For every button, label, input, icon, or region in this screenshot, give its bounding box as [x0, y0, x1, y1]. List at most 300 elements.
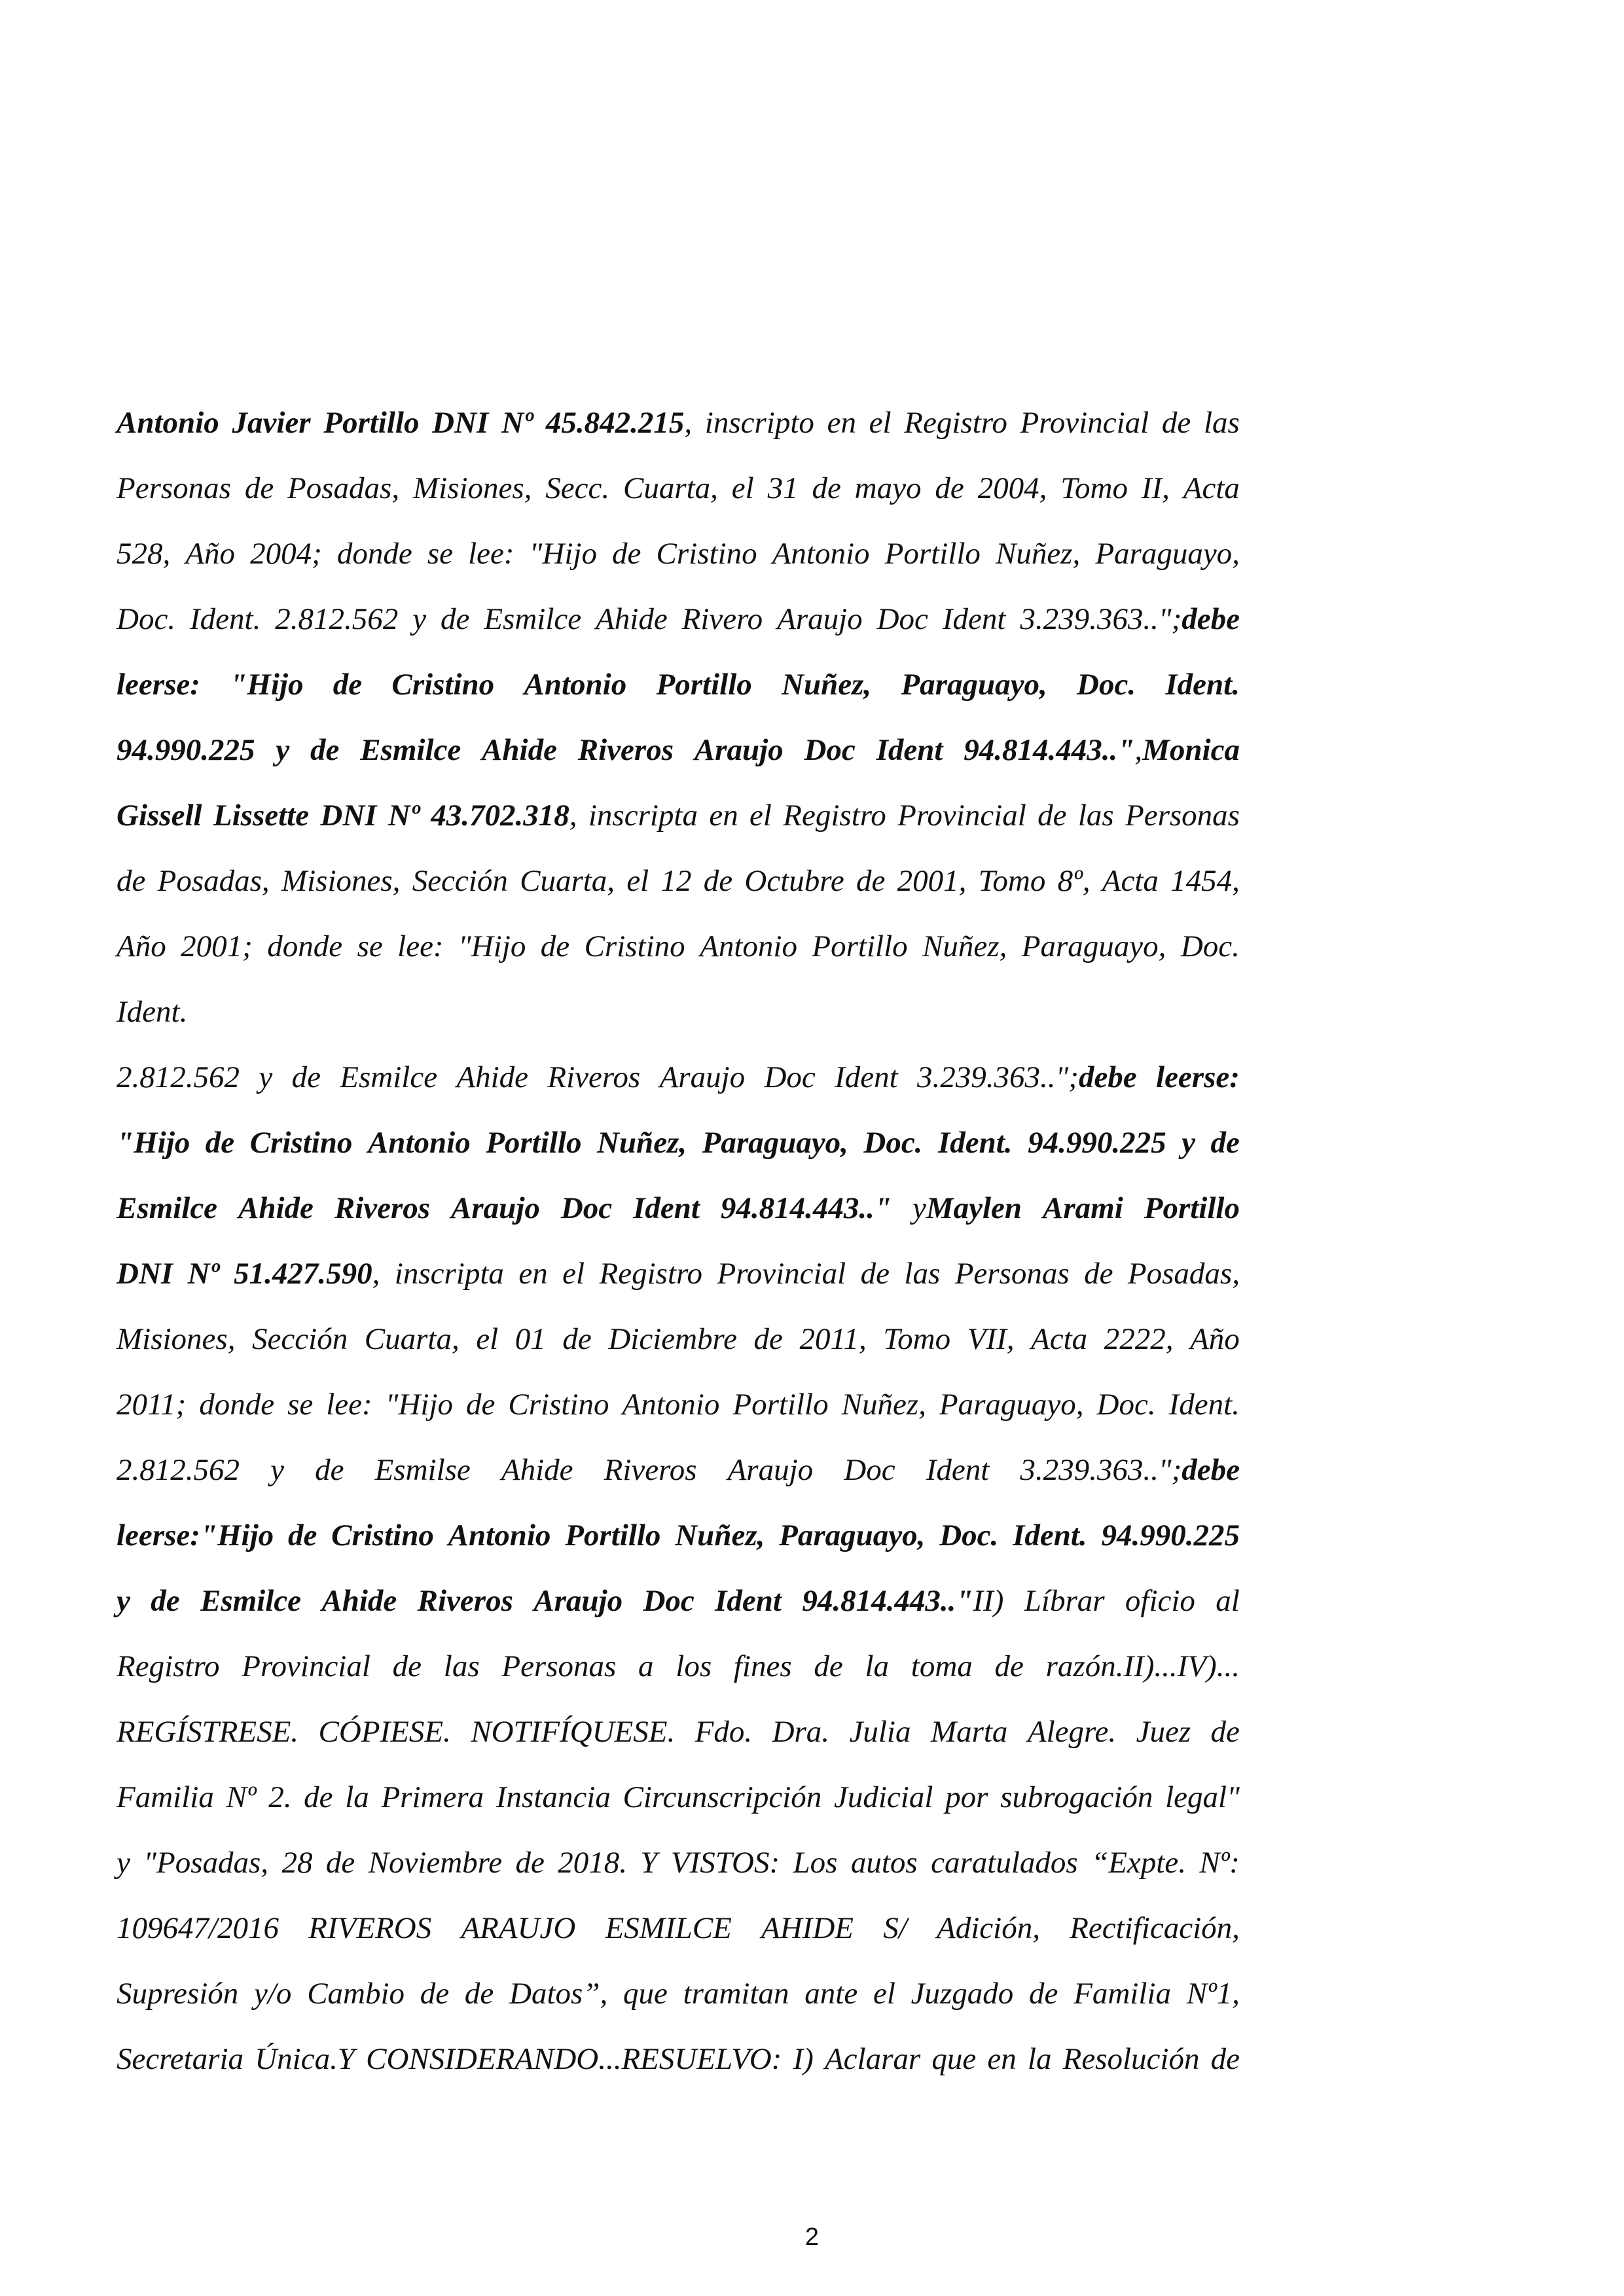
text: ESMILCE [605, 1911, 732, 1945]
bold-text: debe [1182, 602, 1240, 636]
word [844, 1437, 895, 1503]
word [873, 1961, 895, 2026]
bold-text: Esmilce [200, 1584, 302, 1618]
word [955, 1241, 1070, 1306]
bold-text: Paraguayo, [901, 668, 1047, 702]
word [904, 390, 1007, 456]
text: Nº [226, 1780, 257, 1814]
word [995, 1634, 1024, 1699]
text-line [117, 1568, 1240, 1634]
word [1136, 1699, 1191, 1765]
text: a [638, 1649, 654, 1683]
text: Acta [1183, 471, 1240, 505]
word [375, 1437, 471, 1503]
word [268, 1765, 291, 1830]
text: Posadas, [157, 864, 270, 898]
bold-text: Araujo [451, 1191, 540, 1225]
text: donde [336, 537, 412, 571]
text: los [676, 1649, 712, 1683]
word [597, 1110, 687, 1175]
word [281, 848, 400, 914]
bold-text: de [310, 733, 340, 767]
text: ARAUJO [461, 1911, 576, 1945]
text: de [315, 1453, 344, 1487]
word [292, 1045, 321, 1110]
word [939, 1372, 1084, 1437]
word [996, 521, 1080, 586]
bold-text: DNI [320, 798, 377, 833]
word [117, 1634, 220, 1699]
word [321, 1568, 397, 1634]
bold-text: y [117, 1584, 130, 1618]
text: tramitan [683, 1977, 789, 2011]
word [476, 1306, 498, 1372]
word [117, 390, 219, 456]
bold-text: Nuñez, [782, 668, 872, 702]
text: Misiones, [412, 471, 532, 505]
word [835, 1045, 898, 1110]
word [117, 1895, 279, 1961]
text-line [117, 914, 1240, 979]
bold-text: Cristino [249, 1126, 353, 1160]
word [709, 783, 738, 848]
text: Paraguayo, [1021, 929, 1166, 963]
word [117, 1175, 217, 1241]
word [812, 456, 840, 521]
word [683, 1961, 789, 2026]
word [675, 1503, 765, 1568]
text-line [117, 1895, 1240, 1961]
word [842, 1372, 926, 1437]
text: REGÍSTRESE. [117, 1715, 299, 1749]
text-line [117, 652, 1240, 717]
word [749, 783, 772, 848]
text-line [117, 848, 1240, 914]
word [238, 1175, 314, 1241]
bold-text: 43.702.318 [431, 798, 569, 833]
text: 3.239.363.."; [1020, 1453, 1182, 1487]
bold-text: Esmilce [117, 1191, 218, 1225]
bold-text: Ahide [482, 733, 557, 767]
word [1211, 2026, 1240, 2092]
bold-text: Portillo [1144, 1191, 1240, 1225]
text: inscripta [394, 1257, 504, 1291]
word [276, 717, 289, 783]
word [117, 1830, 130, 1895]
word [885, 521, 981, 586]
text: Sección [412, 864, 508, 898]
word [931, 1699, 1008, 1765]
word [901, 652, 1047, 717]
bold-text: Ident [876, 733, 943, 767]
text: Personas [117, 471, 231, 505]
text: Portillo [884, 537, 981, 571]
bold-text: "Hijo [230, 668, 304, 702]
word [501, 1437, 573, 1503]
text: Provincial [897, 798, 1026, 833]
word [326, 1830, 355, 1895]
word [657, 521, 757, 586]
text: Doc [764, 1060, 816, 1094]
word [242, 1634, 370, 1699]
text: Ident. [190, 602, 261, 636]
text: de [392, 1649, 422, 1683]
word [117, 1503, 274, 1568]
bold-text: Doc. [863, 1126, 923, 1160]
word [117, 1110, 190, 1175]
word [1077, 652, 1136, 717]
text: en [987, 2042, 1017, 2076]
text: las [1203, 406, 1240, 440]
word [234, 1241, 380, 1306]
word [732, 1372, 828, 1437]
word [391, 652, 494, 717]
bold-text: Ident [633, 1191, 700, 1225]
text: por [945, 1780, 988, 1814]
word [117, 1372, 186, 1437]
text: de [814, 1649, 843, 1683]
word [395, 1241, 504, 1306]
text: las [443, 1649, 480, 1683]
text: Riveros [547, 1060, 641, 1094]
word [117, 1961, 238, 2026]
word [1183, 456, 1240, 521]
text: Ahide [596, 602, 668, 636]
word [501, 390, 533, 456]
word [520, 848, 615, 914]
text: Secc. [545, 471, 610, 505]
text: la [345, 1780, 369, 1814]
word [515, 1306, 546, 1372]
bold-text: Riveros [334, 1191, 431, 1225]
bold-text: Ident [715, 1584, 782, 1618]
bold-text: 94.814.443.." [720, 1191, 892, 1225]
word [1022, 914, 1166, 979]
bold-text: de [1210, 1126, 1240, 1160]
text: en [518, 1257, 548, 1291]
text: RIVEROS [308, 1911, 432, 1945]
word [444, 1634, 480, 1699]
text-line [117, 1175, 1240, 1241]
word [728, 1437, 814, 1503]
bold-text: 94.990.225 [117, 733, 255, 767]
word [1181, 914, 1240, 979]
word [530, 521, 597, 586]
text: Cuarta, [520, 864, 615, 898]
word [451, 1175, 540, 1241]
text: Resolución [1062, 2042, 1200, 2076]
bold-text: Portillo [486, 1126, 582, 1160]
text: toma [911, 1649, 973, 1683]
text: de [464, 1977, 494, 2011]
text: Cuarta, [623, 471, 718, 505]
word [1097, 1372, 1156, 1437]
word [386, 1372, 453, 1437]
word [850, 1699, 911, 1765]
word [441, 586, 469, 652]
text: lee: [326, 1388, 372, 1422]
text-line [117, 783, 1240, 848]
word [206, 1110, 234, 1175]
word [151, 1568, 179, 1634]
text: Y [640, 1846, 658, 1880]
word [772, 1699, 829, 1765]
word [345, 1765, 369, 1830]
word [315, 1437, 344, 1503]
word [232, 390, 310, 456]
word [814, 1634, 842, 1699]
text: Posadas, [1127, 1257, 1240, 1291]
text: autos [850, 1846, 918, 1880]
word [288, 1503, 317, 1568]
word [318, 1699, 450, 1765]
word [779, 1503, 925, 1568]
word [501, 1634, 616, 1699]
text: VII, [967, 1322, 1015, 1356]
text: Tomo [883, 1322, 951, 1356]
text: Acta [1031, 1322, 1088, 1356]
word [612, 521, 641, 586]
bold-text: Arami [1043, 1191, 1123, 1225]
word [883, 1895, 907, 1961]
bold-text: debe [1182, 1453, 1240, 1487]
word [695, 1699, 752, 1765]
bold-text: Ident. [937, 1126, 1013, 1160]
word [1102, 848, 1159, 914]
word [117, 783, 202, 848]
text-line [117, 1110, 1240, 1175]
text: Cristino [508, 1388, 609, 1422]
word [1000, 1765, 1153, 1830]
word [1074, 1961, 1171, 2026]
word [682, 586, 763, 652]
bold-text: Doc [560, 1191, 613, 1225]
word [876, 717, 943, 783]
text: Nuñez, [841, 1388, 926, 1422]
word [877, 586, 928, 652]
word [465, 1961, 494, 2026]
word [705, 390, 814, 456]
text: Nuñez, [995, 537, 1081, 571]
word [1046, 1634, 1240, 1699]
bold-text: leerse: [117, 668, 200, 702]
text-line [117, 1045, 1240, 1110]
word [772, 521, 870, 586]
word [323, 390, 419, 456]
text: y [259, 1060, 273, 1094]
word [245, 456, 274, 521]
word [117, 652, 200, 717]
text: de [1038, 798, 1067, 833]
bold-text: 94.814.443.." [802, 1584, 973, 1618]
word [270, 1437, 284, 1503]
text: 2222, [1104, 1322, 1174, 1356]
bold-text: Nuñez, [675, 1518, 765, 1552]
word [676, 1634, 712, 1699]
word [1165, 1765, 1240, 1830]
word [695, 717, 784, 783]
bold-text: Riveros [577, 733, 674, 767]
text: 2011; [117, 1388, 187, 1422]
text: Doc. [1096, 1388, 1156, 1422]
text: Rivero [681, 602, 763, 636]
bold-text: Portillo [323, 406, 420, 440]
text: Paraguayo, [939, 1388, 1084, 1422]
word [1128, 1241, 1240, 1306]
text: Julia [849, 1715, 911, 1749]
text: Octubre [744, 864, 844, 898]
text: 12 [660, 864, 692, 898]
word [1063, 2026, 1200, 2092]
word [715, 1568, 782, 1634]
word [979, 848, 1046, 914]
text: mayo [854, 471, 922, 505]
word [931, 2026, 976, 2092]
word [604, 1437, 697, 1503]
word [308, 1895, 431, 1961]
bold-text: Antonio [117, 406, 219, 440]
word [369, 1830, 502, 1895]
bold-text: y [1182, 1126, 1195, 1160]
text: de [753, 1322, 783, 1356]
text: Doc. [117, 602, 176, 636]
word [326, 1372, 372, 1437]
text: Ahide [501, 1453, 573, 1487]
text: Dra. [772, 1715, 830, 1749]
text: 2.812.562 [117, 1453, 240, 1487]
word [904, 1241, 940, 1306]
word [1058, 848, 1091, 914]
bold-text: Nº [388, 798, 420, 833]
text-line [117, 2026, 1240, 2092]
text: Judicial [834, 1780, 933, 1814]
word [117, 1045, 240, 1110]
word [931, 1830, 1078, 1895]
text: y [270, 1453, 284, 1487]
text: Cristino [584, 929, 685, 963]
text: Ident [942, 602, 1006, 636]
word [643, 1568, 694, 1634]
text: Misiones, [117, 1322, 236, 1356]
bold-text: Lissette [213, 798, 310, 833]
word [926, 1437, 990, 1503]
text: Año [1190, 1322, 1240, 1356]
word [250, 1110, 353, 1175]
bold-text: Javier [232, 406, 311, 440]
word [547, 1045, 640, 1110]
bold-text: Gissell [117, 798, 202, 833]
word [623, 1765, 822, 1830]
bold-text: Portillo [565, 1518, 661, 1552]
word [761, 1895, 854, 1961]
text-line [117, 586, 1240, 652]
text: , [372, 1257, 380, 1291]
word [117, 456, 231, 521]
text: 8º, [1057, 864, 1091, 898]
text: el [873, 1977, 895, 2011]
text: de [1210, 1715, 1240, 1749]
text: 28 [281, 1846, 313, 1880]
text: , [684, 406, 693, 440]
word [254, 1961, 291, 2026]
text: caratulados [931, 1846, 1078, 1880]
text: de [812, 471, 841, 505]
word [509, 1961, 607, 2026]
word [1031, 1306, 1087, 1372]
bold-text: 94.814.443.." [964, 733, 1135, 767]
word [1038, 783, 1066, 848]
bold-text: Antonio [448, 1518, 551, 1552]
text: de [935, 471, 964, 505]
word [331, 1503, 434, 1568]
word [518, 1241, 547, 1306]
word [777, 586, 863, 652]
word [626, 848, 649, 914]
word [1165, 652, 1240, 717]
word [734, 1634, 792, 1699]
word [334, 1175, 430, 1241]
text-line [117, 1961, 1240, 2026]
text: el [476, 1322, 499, 1356]
word [267, 914, 342, 979]
text: de [1210, 2042, 1240, 2076]
text: de [1161, 406, 1191, 440]
text: y [412, 602, 427, 636]
text-line [117, 521, 1240, 586]
word [793, 1830, 838, 1895]
text: la [1027, 2042, 1052, 2076]
text: las [1077, 798, 1114, 833]
word [250, 521, 322, 586]
bold-text: 94.990.225 [1028, 1126, 1166, 1160]
word [484, 586, 581, 652]
text: Riveros [604, 1453, 697, 1487]
bold-text: Riveros [417, 1584, 513, 1618]
text: Doc [844, 1453, 895, 1487]
word [565, 1503, 660, 1568]
word [158, 848, 270, 914]
text: se [287, 1388, 314, 1422]
text: Juzgado [911, 1977, 1014, 2011]
text: de [304, 1780, 333, 1814]
text: Provincial [242, 1649, 370, 1683]
word [365, 1306, 460, 1372]
text: I) [793, 2042, 814, 2076]
word [865, 1634, 890, 1699]
word [562, 1241, 585, 1306]
word [562, 1306, 591, 1372]
word [660, 1045, 746, 1110]
text: Nuñez, [922, 929, 1007, 963]
text: Año [185, 537, 236, 571]
text: al [1216, 1584, 1240, 1618]
bold-text: Ahide [321, 1584, 397, 1618]
word [340, 1045, 437, 1110]
word [623, 456, 718, 521]
text: de [1084, 1257, 1113, 1291]
text-line [117, 979, 1240, 1045]
text-line [117, 1634, 1240, 1699]
word [412, 848, 508, 914]
word [200, 1568, 301, 1634]
bold-text: Araujo [533, 1584, 623, 1618]
text: lee: [468, 537, 514, 571]
text: donde [199, 1388, 275, 1422]
bold-text: Doc. [939, 1518, 999, 1552]
word [310, 717, 339, 783]
word [851, 1830, 918, 1895]
text: de [244, 471, 274, 505]
